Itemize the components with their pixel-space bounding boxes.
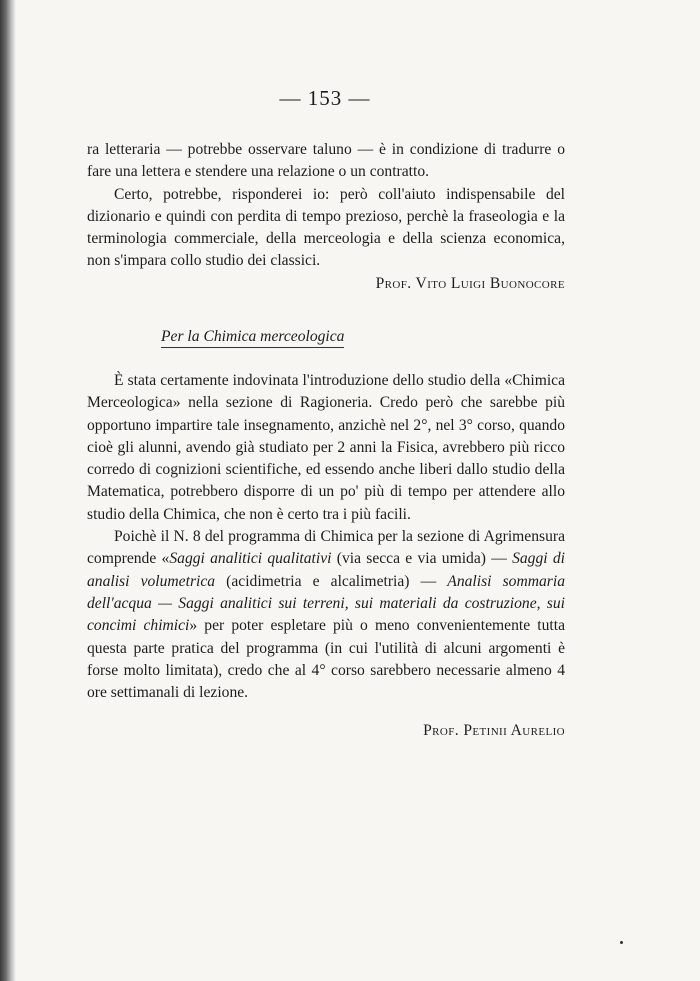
italic-run: Saggi di analisi volumetrica [87,550,565,590]
paragraph: ra letteraria — potrebbe osservare taluno — è in condizione di tradurre o fare una lettera e stendere una relazione o un contratto. [87,141,565,181]
page-number: — 153 — [279,86,371,110]
section-title: Per la Chimica merceologica [161,328,344,348]
text-run: (via secca e via umida) — [331,550,513,568]
book-spine-shadow [0,0,16,981]
paragraph: È stata certamente indovinata l'introduzione dello studio della «Chimica Merceologica» nella sezione di Ragioneria. Credo però che sarebbe più opportuno impartire tale insegnamento, anzichè nel 2°, nel 3° corso, quando cioè gli alunni, avendo già studiato per 2 anni la Fisica, avrebbero più ricco corredo di cognizioni scientifiche, ed essendo anche liberi dallo studio della Matematica, potrebbero disporre di un po' più di tempo per attendere allo studio della Chimica, che non è certo tra i più facili. [87,372,565,523]
author-signature: Prof. Petinii Aurelio [423,722,565,739]
paragraph [87,526,565,704]
italic-run: Analisi sommaria dell'acqua — Saggi analitici sui terreni, sui materiali da costruzione, sui concimi chimici [87,572,565,635]
author-signature: Prof. Vito Luigi Buonocore [375,275,565,292]
text-block-1 [87,139,565,273]
text-run: (acidimetria e alcalimetria) — [215,572,448,590]
speck-mark [620,941,623,944]
italic-run: Saggi analitici qualitativi [169,550,332,568]
text-run: Poichè il N. 8 del programma di Chimica per la sezione di Agrimensura comprende « [87,528,565,568]
paragraph: Certo, potrebbe, risponderei io: però coll'aiuto indispensabile del dizionario e quindi con perdita di tempo prezioso, perchè la fraseologia e la terminologia commerciale, della merceologia e della scienza economica, non s'impara collo studio dei classici. [87,185,565,270]
text-run: » per poter espletare più o meno convenientemente tutta questa parte pratica del programma (in cui l'utilità di alcuni argomenti è forse molto limitata), credo che al 4° corso sarebbero necessarie almeno 4 ore settimanali di lezione. [87,617,565,702]
text-block-2 [87,370,565,704]
